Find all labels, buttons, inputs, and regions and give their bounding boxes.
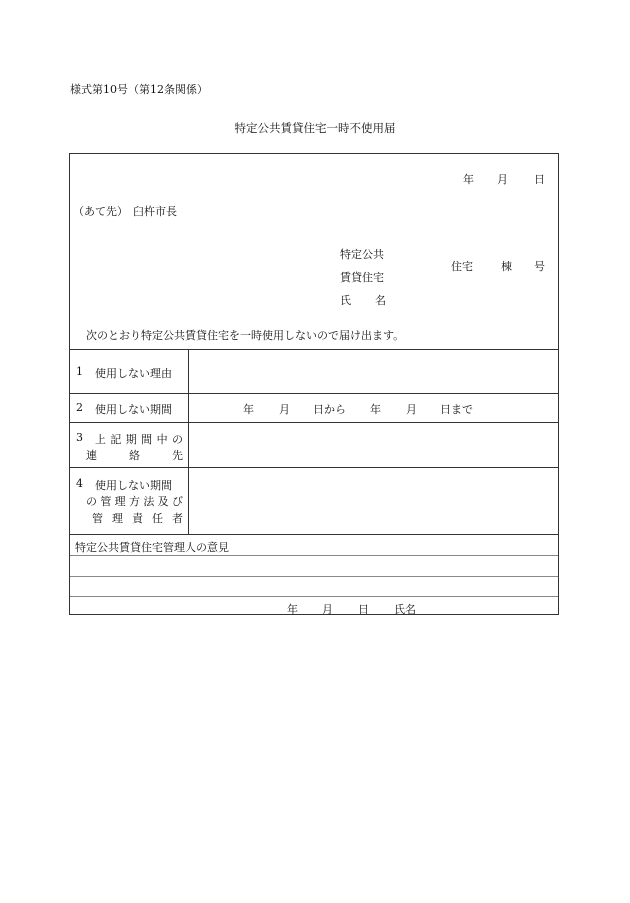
period-from-day: 日から [313, 403, 346, 416]
row2-label: 使用しない期間 [95, 403, 172, 416]
row-divider [70, 467, 558, 468]
opinion-name-label: 氏名 [394, 603, 416, 616]
char: 者 [172, 512, 183, 525]
char: 管 [92, 512, 103, 525]
row1-label: 使用しない理由 [95, 367, 172, 380]
char: の [171, 433, 183, 446]
char: 名 [375, 294, 386, 307]
tenant-name-label [340, 292, 386, 308]
row-divider [70, 349, 558, 350]
form-number: 様式第10号（第12条関係） [70, 83, 208, 96]
row2-number: 2 [76, 401, 83, 414]
addressee-name: 臼杵市長 [133, 205, 177, 218]
row-divider [70, 422, 558, 423]
char: 絡 [129, 449, 140, 462]
row4-number: 4 [76, 477, 83, 490]
char: 間 [141, 433, 153, 446]
document-title: 特定公共賃貸住宅一時不使用届 [234, 121, 396, 135]
housing-label: 住宅 [451, 260, 473, 273]
management-input[interactable] [192, 471, 552, 530]
row-divider [70, 393, 558, 394]
char: 法 [143, 495, 155, 508]
char: 期 [125, 433, 137, 446]
period-from-month: 月 [279, 403, 290, 416]
date-month: 月 [497, 173, 508, 186]
row4-label-line3 [92, 510, 183, 526]
tenant-label-line2: 賃貸住宅 [340, 271, 384, 284]
char: 責 [132, 512, 143, 525]
column-divider [188, 349, 189, 534]
char: び [171, 495, 183, 508]
period-to-year: 年 [370, 403, 381, 416]
reason-input[interactable] [192, 354, 552, 388]
opinion-line [70, 576, 558, 577]
row4-label-line2 [86, 493, 183, 509]
row1-number: 1 [76, 365, 83, 378]
opinion-line [70, 555, 558, 556]
date-year: 年 [463, 173, 474, 186]
building-label: 棟 [501, 260, 512, 273]
tenant-label-line1: 特定公共 [340, 248, 384, 261]
period-from-year: 年 [243, 403, 254, 416]
char: 理 [114, 495, 126, 508]
opinion-line [70, 596, 558, 597]
char: 氏 [340, 294, 351, 307]
char: 任 [152, 512, 163, 525]
char: 理 [112, 512, 123, 525]
form-frame [69, 153, 559, 615]
statement-text: 次のとおり特定公共賃貸住宅を一時使用しないので届け出ます。 [86, 329, 405, 342]
row3-label-line2 [86, 447, 183, 463]
char: 連 [86, 449, 97, 462]
opinion-day: 日 [358, 603, 369, 616]
char: 先 [172, 449, 183, 462]
char: 管 [100, 495, 112, 508]
period-to-day: 日まで [440, 403, 473, 416]
char: の [86, 495, 97, 508]
row-divider [70, 534, 558, 535]
char: 中 [156, 433, 168, 446]
opinion-label: 特定公共賃貸住宅管理人の意見 [75, 541, 229, 554]
char: 上 [95, 433, 106, 446]
date-day: 日 [534, 173, 545, 186]
row3-label-line1 [95, 431, 183, 447]
char: 及 [157, 495, 169, 508]
addressee-prefix: （あて先） [73, 205, 128, 218]
row4-label-line1: 使用しない期間 [95, 479, 172, 492]
opinion-year: 年 [287, 603, 298, 616]
char: 記 [110, 433, 122, 446]
contact-input[interactable] [192, 426, 552, 463]
period-to-month: 月 [406, 403, 417, 416]
row3-number: 3 [76, 431, 83, 444]
number-label: 号 [534, 260, 545, 273]
opinion-month: 月 [322, 603, 333, 616]
char: 方 [128, 495, 140, 508]
